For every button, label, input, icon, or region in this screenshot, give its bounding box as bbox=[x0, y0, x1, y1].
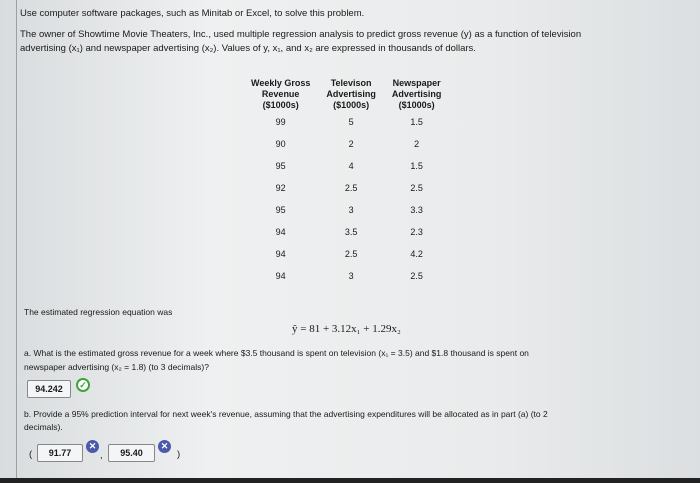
header-line: Newspaper bbox=[392, 78, 441, 88]
part-a-text-1: a. What is the estimated gross revenue for a week where $3.5 thousand is spent on television (x₁ = 3.5) and $1.8 thousand is spent on bbox=[24, 348, 529, 358]
regression-equation: ŷ = 81 + 3.12x₁ + 1.29x₂ bbox=[292, 323, 401, 335]
problem-text-2: advertising (x₁) and newspaper advertising (x₂). Values of y, x₁, and x₂ are expressed in thousands of dollars. bbox=[20, 43, 476, 54]
table-cell: 2.5 bbox=[344, 183, 358, 193]
table-cell: 4.2 bbox=[410, 249, 423, 259]
table-row bbox=[243, 133, 449, 155]
table-cell: 2.5 bbox=[344, 249, 358, 259]
header-tv bbox=[318, 78, 384, 111]
table-cell: 2 bbox=[414, 139, 420, 149]
header-newspaper bbox=[384, 78, 450, 111]
header-line: Televison bbox=[330, 78, 372, 88]
table-row bbox=[243, 155, 449, 177]
table-cell: 3 bbox=[348, 271, 354, 281]
table-row bbox=[243, 199, 449, 221]
problem-text-1: The owner of Showtime Movie Theaters, Inc., used multiple regression analysis to predict gross revenue (y) as a function of television bbox=[20, 29, 582, 40]
answer-a-input[interactable]: 94.242 bbox=[27, 380, 71, 398]
table-cell: 94 bbox=[275, 249, 286, 259]
correct-check-icon: ✓ bbox=[76, 378, 90, 392]
table-row bbox=[243, 243, 449, 265]
incorrect-x-icon: ✕ bbox=[158, 440, 171, 453]
header-line: ($1000s) bbox=[398, 100, 435, 110]
table-cell: 2.3 bbox=[410, 227, 423, 237]
comma: , bbox=[100, 450, 103, 461]
table-cell: 4 bbox=[348, 161, 354, 171]
part-b-text-2: decimals). bbox=[24, 422, 63, 432]
table-row bbox=[243, 177, 449, 199]
table-cell: 90 bbox=[275, 139, 286, 149]
table-cell: 3 bbox=[348, 205, 354, 215]
table-row bbox=[243, 221, 449, 243]
header-line: Advertising bbox=[391, 89, 442, 99]
table-cell: 95 bbox=[275, 205, 286, 215]
table-cell: 95 bbox=[275, 161, 286, 171]
table-cell: 3.3 bbox=[410, 205, 423, 215]
part-b-text-1: b. Provide a 95% prediction interval for next week's revenue, assuming that the advertising expenditures will be allocated as in part (a) (to 2 bbox=[24, 409, 548, 419]
data-table bbox=[243, 78, 449, 287]
table-cell: 1.5 bbox=[410, 117, 423, 127]
table-cell: 2 bbox=[348, 139, 354, 149]
table-cell: 92 bbox=[275, 183, 286, 193]
table-cell: 99 bbox=[275, 117, 286, 127]
paren-open: ( bbox=[29, 449, 33, 460]
answer-b-upper-input[interactable]: 95.40 bbox=[108, 444, 155, 462]
table-cell: 5 bbox=[348, 117, 354, 127]
part-a-text-2: newspaper advertising (x₂ = 1.8) (to 3 decimals)? bbox=[24, 362, 209, 372]
header-line: Revenue bbox=[261, 89, 300, 99]
header-line: ($1000s) bbox=[333, 100, 370, 110]
table-cell: 2.5 bbox=[410, 271, 423, 281]
header-line: Advertising bbox=[326, 89, 376, 99]
bottom-edge bbox=[0, 478, 700, 483]
regression-label: The estimated regression equation was bbox=[24, 307, 173, 317]
table-cell: 94 bbox=[275, 227, 286, 237]
header-line: ($1000s) bbox=[262, 100, 299, 110]
paren-close: ) bbox=[177, 449, 181, 460]
table-cell: 2.5 bbox=[410, 183, 423, 193]
table-cell: 94 bbox=[275, 271, 286, 281]
intro-text: Use computer software packages, such as Minitab or Excel, to solve this problem. bbox=[20, 8, 365, 19]
table-row bbox=[243, 265, 449, 287]
table-row bbox=[243, 111, 449, 133]
answer-b-lower-input[interactable]: 91.77 bbox=[37, 444, 83, 462]
table-cell: 1.5 bbox=[410, 161, 423, 171]
content-border bbox=[16, 0, 17, 478]
incorrect-x-icon: ✕ bbox=[86, 440, 99, 453]
header-line: Weekly Gross bbox=[251, 78, 311, 88]
header-revenue bbox=[243, 78, 318, 111]
table-cell: 3.5 bbox=[344, 227, 358, 237]
